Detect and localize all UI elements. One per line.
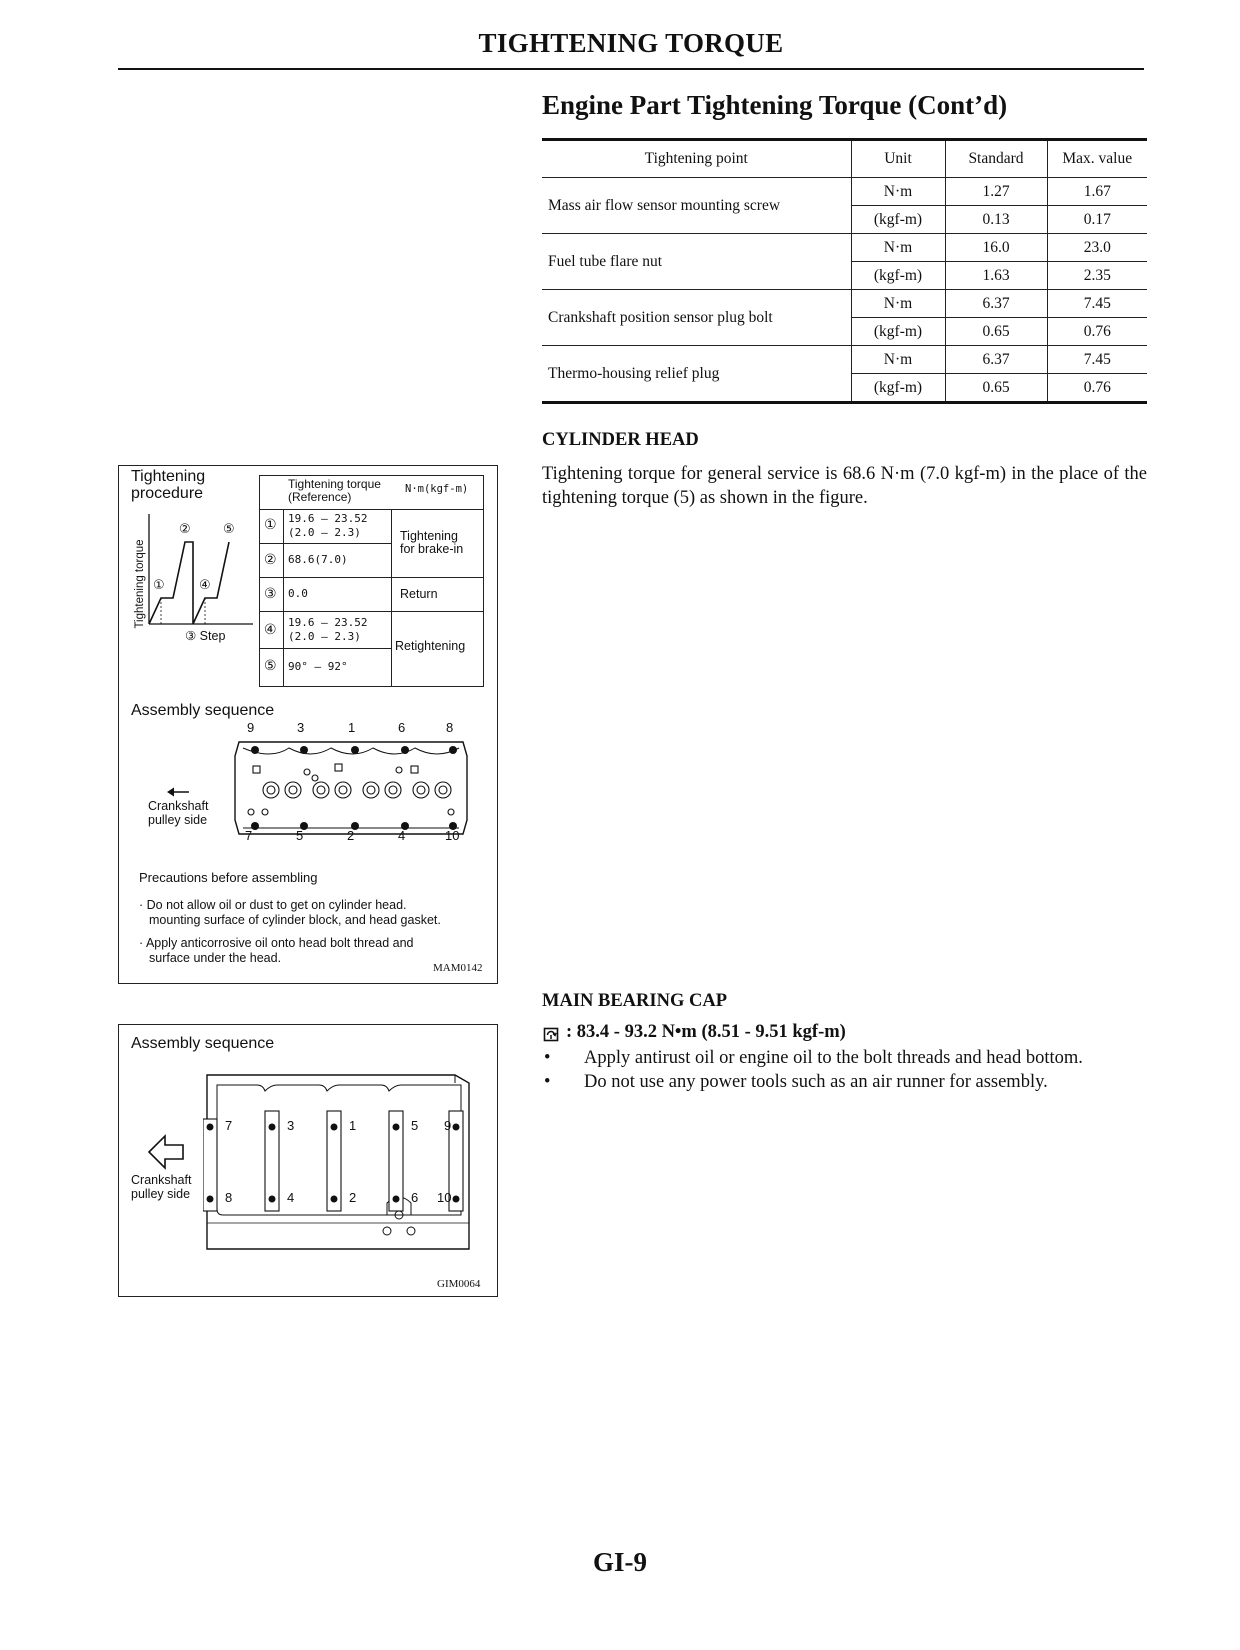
col-header-unit: Unit xyxy=(851,140,945,178)
bolt-order-number: 5 xyxy=(296,828,304,843)
step-number: ① xyxy=(264,516,277,532)
tightening-procedure-figure xyxy=(118,465,498,984)
bolt-order-number: 10 xyxy=(445,828,460,843)
cell-unit: (kgf-m) xyxy=(851,206,945,234)
col-header-standard: Standard xyxy=(945,140,1047,178)
cell-max: 0.76 xyxy=(1047,318,1147,346)
table-header-row xyxy=(542,140,1147,178)
table-row xyxy=(542,290,1147,318)
bolt-order-number: 3 xyxy=(287,1118,295,1133)
group-retightening: Retightening xyxy=(395,639,466,653)
cell-unit: N·m xyxy=(851,290,945,318)
main-bearing-figure xyxy=(118,1024,498,1297)
cell-max: 0.17 xyxy=(1047,206,1147,234)
graph-mark-4: ④ xyxy=(199,577,211,592)
graph-y-axis-label: Tightening torque xyxy=(134,539,146,629)
cell-standard: 1.27 xyxy=(945,178,1047,206)
graph-mark-5: ⑤ xyxy=(223,521,235,536)
cylinder-head-heading: CYLINDER HEAD xyxy=(542,430,699,450)
cell-point: Mass air flow sensor mounting screw xyxy=(542,178,851,234)
bearing-cap-drawing xyxy=(203,1073,485,1259)
table-row xyxy=(542,346,1147,374)
cell-standard: 6.37 xyxy=(945,346,1047,374)
cell-standard: 1.63 xyxy=(945,262,1047,290)
group-return: Return xyxy=(400,587,438,601)
cell-standard: 0.13 xyxy=(945,206,1047,234)
main-bearing-torque-spec xyxy=(542,1022,1162,1046)
col-header-point: Tightening point xyxy=(542,140,851,178)
torque-value: : 83.4 - 93.2 N•m (8.51 - 9.51 kgf-m) xyxy=(566,1022,846,1042)
assembly-sequence-title: Assembly sequence xyxy=(131,702,275,719)
page-number: GI-9 xyxy=(593,1547,647,1577)
step-table-header: Tightening torque (Reference) xyxy=(288,477,381,504)
step-value: 19.6 – 23.52 (2.0 – 2.3) xyxy=(288,512,368,539)
cell-unit: (kgf-m) xyxy=(851,262,945,290)
cell-point: Fuel tube flare nut xyxy=(542,234,851,290)
cell-point: Crankshaft position sensor plug bolt xyxy=(542,290,851,346)
bolt-order-number: 9 xyxy=(247,720,255,735)
bolt-order-number: 4 xyxy=(398,828,406,843)
cell-unit: N·m xyxy=(851,346,945,374)
cell-point: Thermo-housing relief plug xyxy=(542,346,851,403)
cylinder-head-text: Tightening torque for general service is 68.6 N·m (7.0 kgf-m) in the place of the tightening torque (5) as shown in the figure. xyxy=(542,464,1147,508)
assembly-sequence-title: Assembly sequence xyxy=(131,1035,275,1052)
bolt-order-number: 1 xyxy=(348,720,356,735)
step-number: ⑤ xyxy=(264,657,277,673)
table-row xyxy=(542,178,1147,206)
page-header-title: TIGHTENING TORQUE xyxy=(478,28,784,58)
bullet-text: Do not use any power tools such as an air runner for assembly. xyxy=(584,1072,1048,1092)
graph-mark-1: ① xyxy=(153,577,165,592)
main-bearing-heading: MAIN BEARING CAP xyxy=(542,991,727,1011)
cell-max: 7.45 xyxy=(1047,290,1147,318)
step-number: ② xyxy=(264,551,277,567)
bullet-text: Apply antirust oil or engine oil to the bolt threads and head bottom. xyxy=(584,1048,1083,1068)
bolt-order-number: 3 xyxy=(297,720,305,735)
cell-max: 1.67 xyxy=(1047,178,1147,206)
step-value: 90° – 92° xyxy=(288,660,348,673)
step-value: 68.6(7.0) xyxy=(288,553,348,566)
header-rule xyxy=(118,68,1144,70)
precaution-item: · Apply anticorrosive oil onto head bolt thread and surface under the head. xyxy=(139,936,414,965)
torque-table xyxy=(542,138,1147,404)
crankshaft-pulley-label: Crankshaft pulley side xyxy=(148,799,209,827)
bolt-order-number: 4 xyxy=(287,1190,295,1205)
bolt-order-number: 5 xyxy=(411,1118,419,1133)
bolt-order-number: 6 xyxy=(398,720,406,735)
bolt-order-number: 6 xyxy=(411,1190,419,1205)
step-table-unit: N·m(kgf-m) xyxy=(405,483,469,495)
precautions-title: Precautions before assembling xyxy=(139,870,318,885)
bolt-order-number: 7 xyxy=(225,1118,233,1133)
cell-unit: (kgf-m) xyxy=(851,374,945,403)
cell-unit: (kgf-m) xyxy=(851,318,945,346)
cell-max: 0.76 xyxy=(1047,374,1147,403)
cell-standard: 0.65 xyxy=(945,374,1047,403)
cell-max: 7.45 xyxy=(1047,346,1147,374)
cell-unit: N·m xyxy=(851,234,945,262)
bolt-order-number: 8 xyxy=(225,1190,233,1205)
arrow-left-icon xyxy=(147,1133,187,1171)
cell-max: 23.0 xyxy=(1047,234,1147,262)
figure-title: Tightening procedure xyxy=(131,468,206,502)
graph-step-label: ③ Step xyxy=(185,629,226,643)
bolt-order-number: 9 xyxy=(444,1118,452,1133)
step-torque-table xyxy=(259,475,484,687)
crankshaft-pulley-label: Crankshaft pulley side xyxy=(131,1173,192,1201)
graph-mark-2: ② xyxy=(179,521,191,536)
step-number: ④ xyxy=(264,621,277,637)
step-value: 0.0 xyxy=(288,587,308,600)
list-item: • Do not use any power tools such as an air runner for assembly. xyxy=(544,1072,1048,1092)
cell-standard: 16.0 xyxy=(945,234,1047,262)
list-item: • Apply antirust oil or engine oil to the bolt threads and head bottom. xyxy=(544,1048,1083,1068)
col-header-max: Max. value xyxy=(1047,140,1147,178)
step-number: ③ xyxy=(264,585,277,601)
cell-max: 2.35 xyxy=(1047,262,1147,290)
figure-code: MAM0142 xyxy=(433,962,483,974)
group-brake-in: Tightening for brake-in xyxy=(400,529,464,556)
arrow-left-icon xyxy=(167,786,191,798)
bolt-order-number: 1 xyxy=(349,1118,357,1133)
torque-wrench-icon xyxy=(543,1026,560,1043)
precaution-item: · Do not allow oil or dust to get on cylinder head. mounting surface of cylinder block, and head gasket. xyxy=(139,898,441,927)
cell-unit: N·m xyxy=(851,178,945,206)
figure-code: GIM0064 xyxy=(437,1278,481,1290)
bolt-order-number: 2 xyxy=(349,1190,357,1205)
bolt-order-number: 10 xyxy=(437,1190,452,1205)
cylinder-head-drawing xyxy=(231,736,471,840)
table-row xyxy=(542,234,1147,262)
bolt-order-number: 7 xyxy=(245,828,253,843)
bolt-order-number: 2 xyxy=(347,828,355,843)
bolt-order-number: 8 xyxy=(446,720,454,735)
section-title: Engine Part Tightening Torque (Cont’d) xyxy=(542,90,1008,120)
cell-standard: 6.37 xyxy=(945,290,1047,318)
cell-standard: 0.65 xyxy=(945,318,1047,346)
step-value: 19.6 – 23.52 (2.0 – 2.3) xyxy=(288,616,368,643)
